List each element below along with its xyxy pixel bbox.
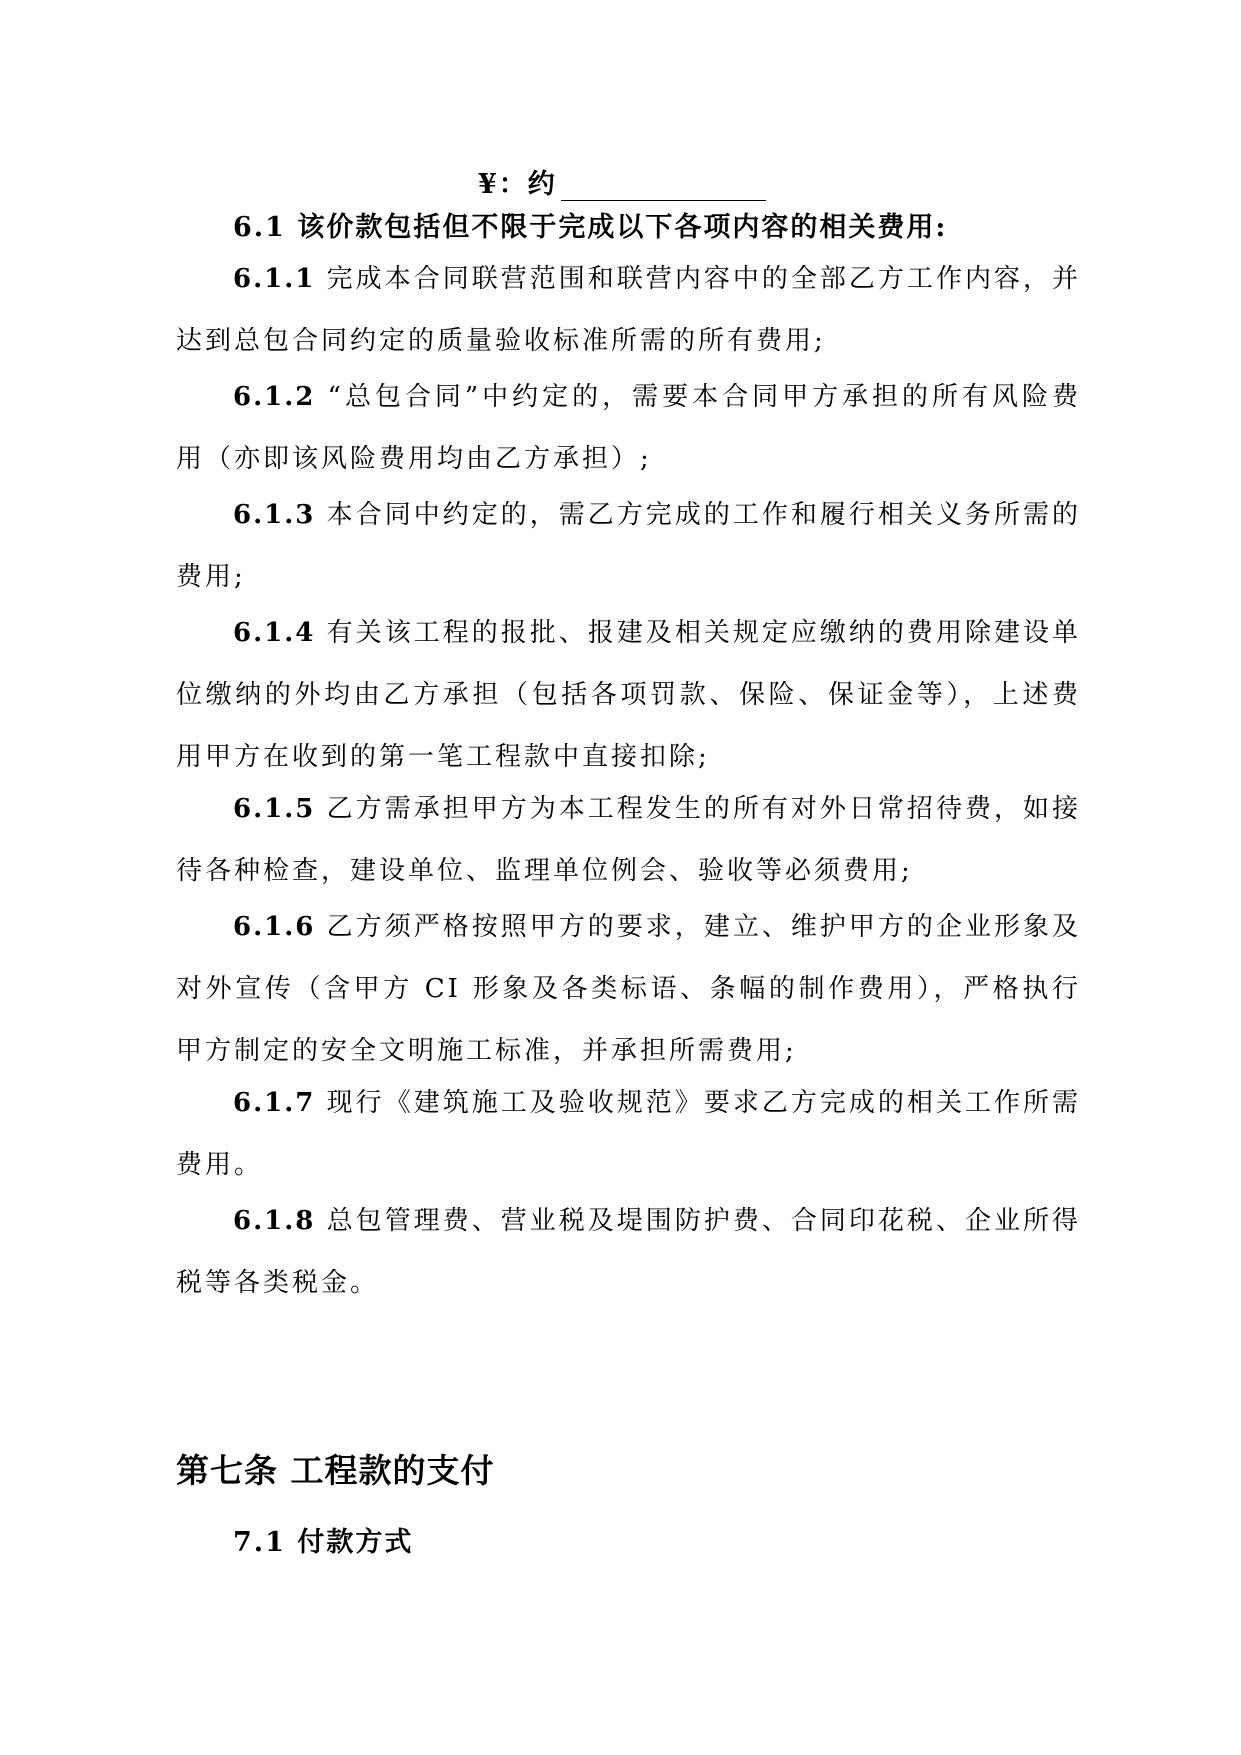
clause-number: 6.1.7: [233, 1088, 316, 1118]
clause-number: 6.1.4: [233, 618, 316, 648]
clause-text: 乙方须严格按照甲方的要求，建立、维护甲方的企业形象及对外宣传（含甲方 CI 形象及各类标语、条幅的制作费用），严格执行甲方制定的安全文明施工标准，并承担所需费用;: [176, 912, 1081, 1066]
clause-number: 6.1.1: [233, 264, 316, 294]
price-blank-field: [561, 172, 766, 201]
clause-6-1-heading: 6.1 该价款包括但不限于完成以下各项内容的相关费用:: [233, 212, 948, 243]
clause-6-1-7: [176, 1072, 1081, 1196]
clause-6-1-8: [176, 1190, 1081, 1314]
clause-number: 6.1.3: [233, 500, 316, 530]
clause-6-1-3: [176, 484, 1081, 608]
clause-text: 有关该工程的报批、报建及相关规定应缴纳的费用除建设单位缴纳的外均由乙方承担（包括各项罚款、保险、保证金等），上述费用甲方在收到的第一笔工程款中直接扣除;: [176, 618, 1081, 772]
clause-6-1-6: [176, 896, 1081, 1082]
clause-number: 6.1.5: [233, 794, 316, 824]
contract-price-line: [478, 162, 766, 201]
clause-text: 总包管理费、营业税及堤围防护费、合同印花税、企业所得税等各类税金。: [176, 1206, 1081, 1298]
clause-7-1-heading: 7.1 付款方式: [233, 1527, 414, 1558]
clause-text: “总包合同”中约定的，需要本合同甲方承担的所有风险费用（亦即该风险费用均由乙方承担）;: [176, 382, 1082, 474]
clause-text: 乙方需承担甲方为本工程发生的所有对外日常招待费，如接待各种检查，建设单位、监理单位例会、验收等必须费用;: [176, 794, 1081, 886]
clause-6-1-2: [176, 366, 1081, 490]
clause-number: 6.1.6: [233, 912, 316, 942]
clause-text: 本合同中约定的，需乙方完成的工作和履行相关义务所需的费用;: [176, 500, 1081, 592]
clause-text: 现行《建筑施工及验收规范》要求乙方完成的相关工作所需费用。: [176, 1088, 1081, 1180]
clause-6-1-5: [176, 778, 1081, 902]
clause-6-1-1: [176, 248, 1081, 372]
clause-6-1-4: [176, 602, 1081, 788]
clause-text: 完成本合同联营范围和联营内容中的全部乙方工作内容，并达到总包合同约定的质量验收标准所需的所有费用;: [176, 264, 1081, 356]
clause-number: 6.1.2: [233, 382, 316, 412]
price-label: ¥：约: [478, 169, 557, 200]
section-7-title: 第七条 工程款的支付: [176, 1451, 495, 1490]
clause-number: 6.1.8: [233, 1206, 316, 1236]
